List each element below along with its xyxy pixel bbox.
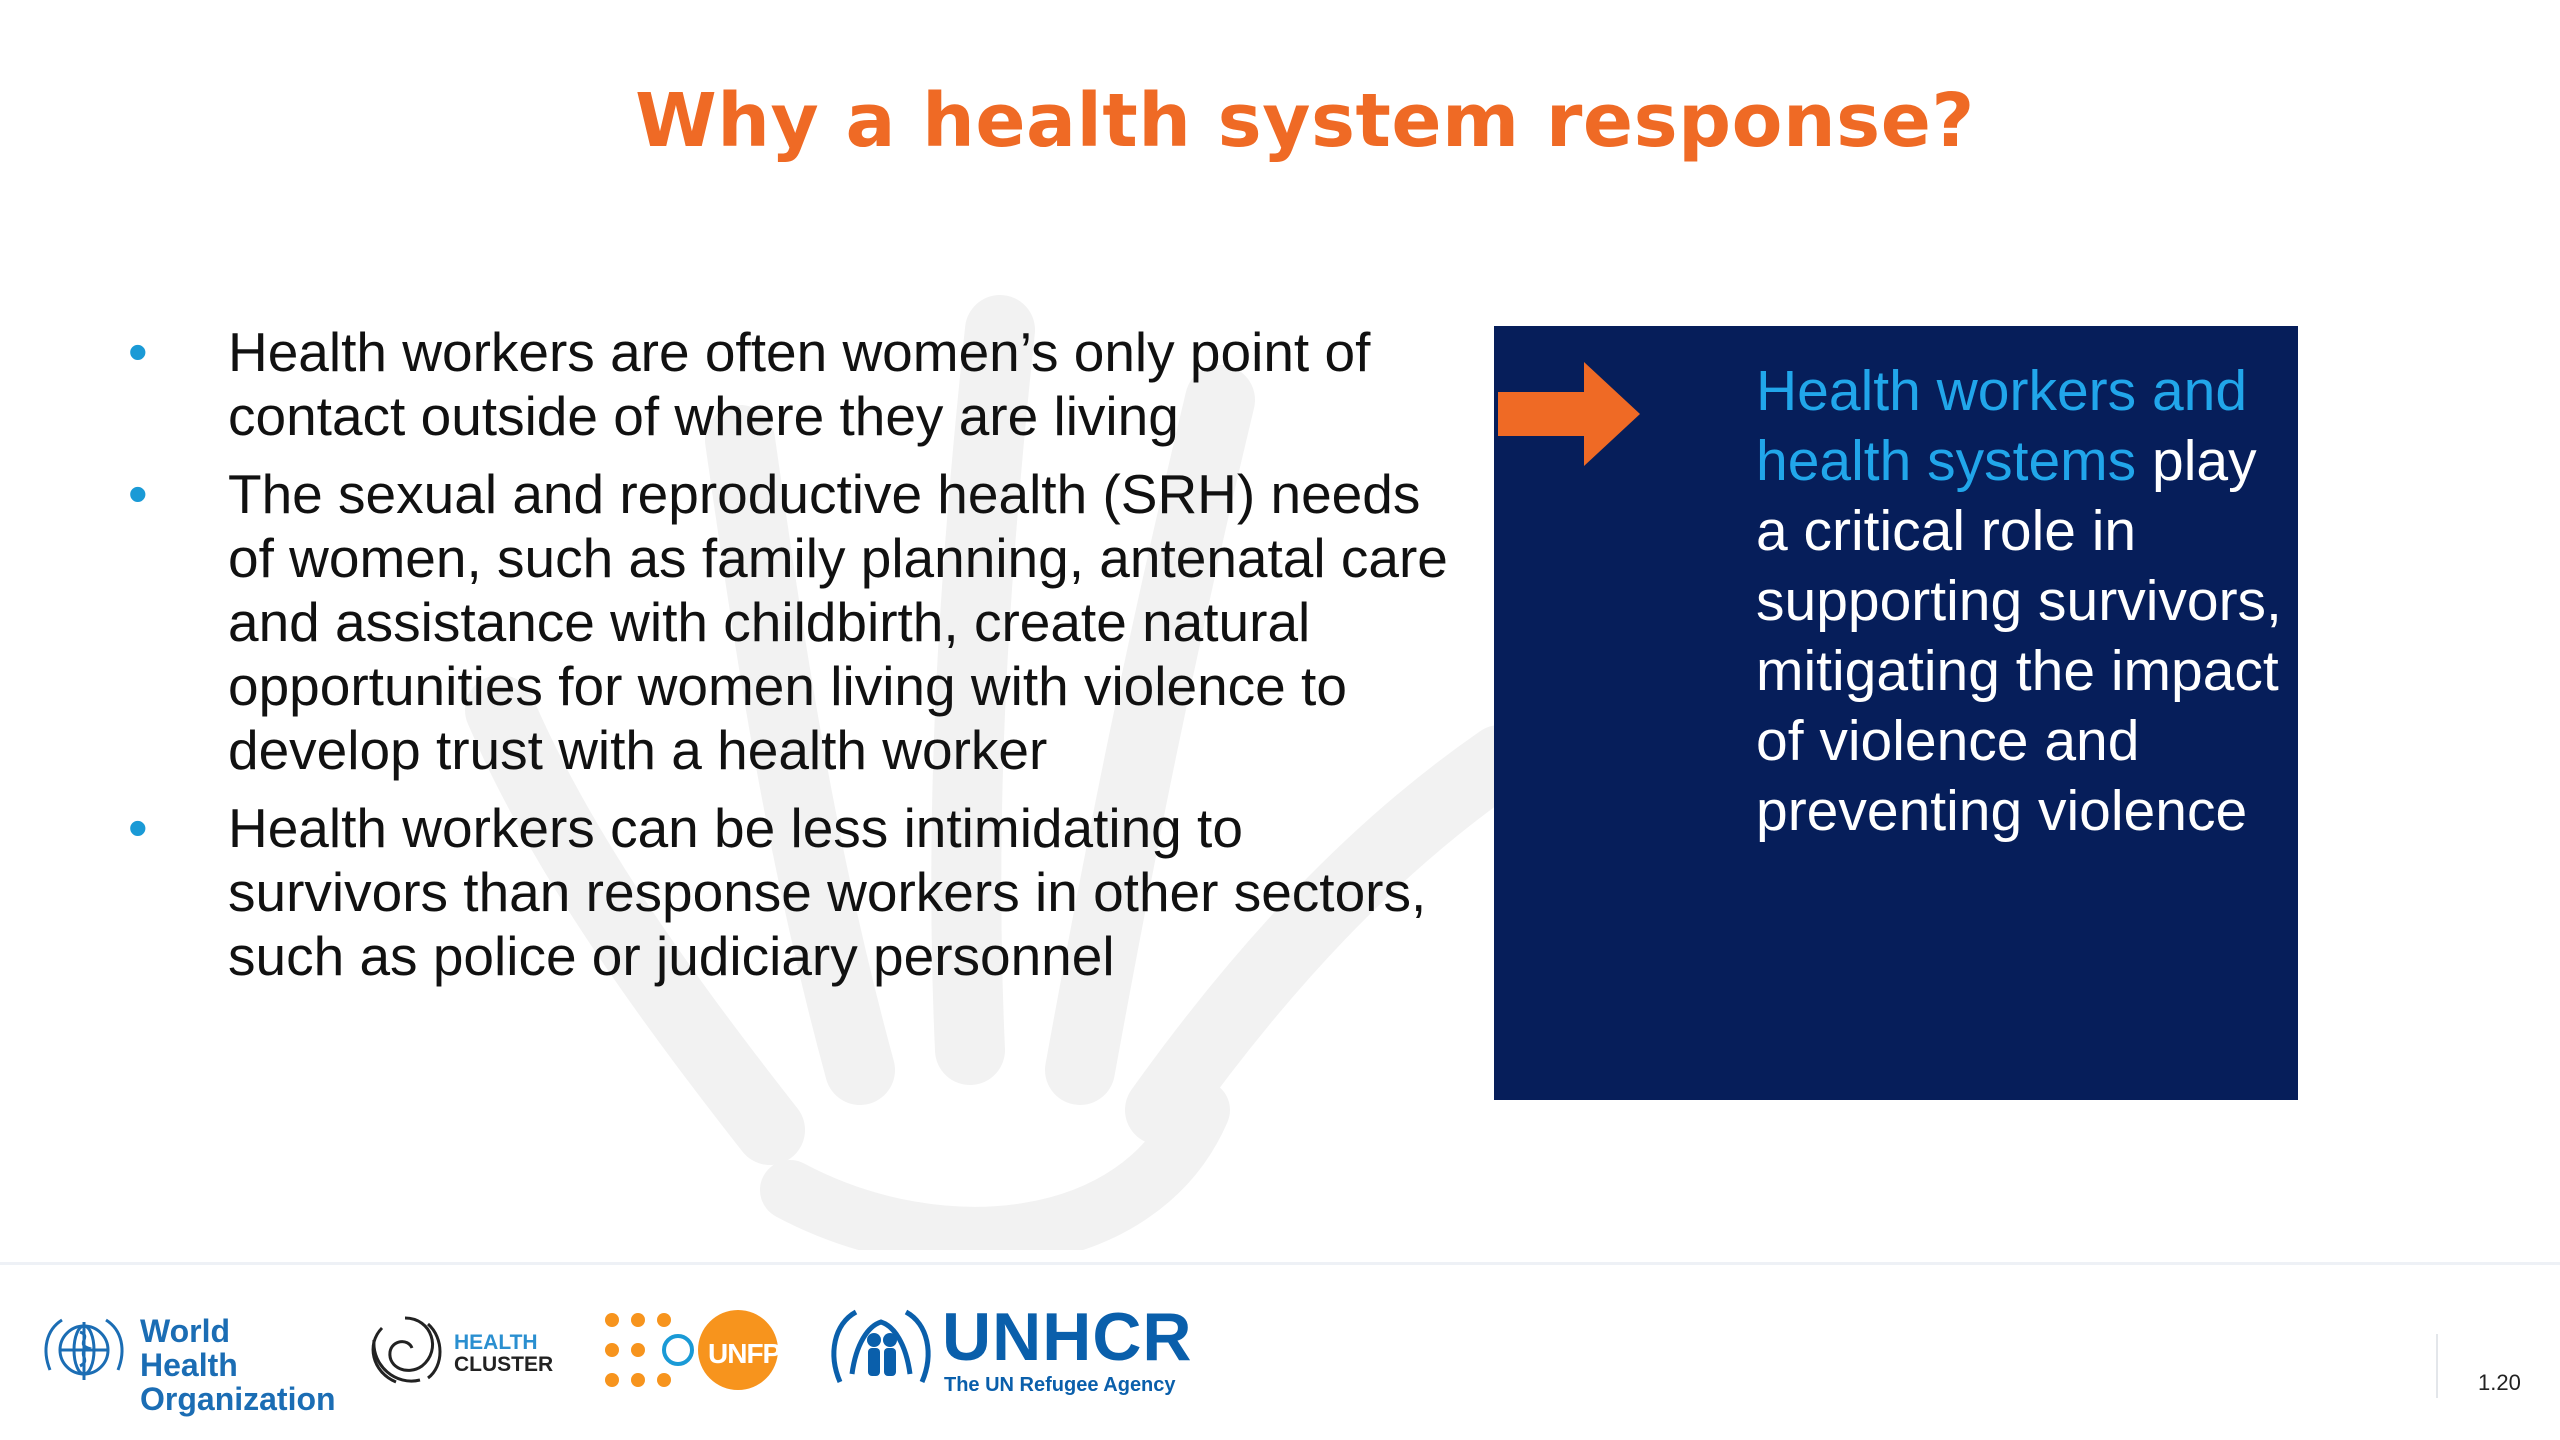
who-line-2: Organization	[140, 1381, 336, 1417]
bullet-dot-icon: •	[128, 320, 148, 383]
right-arrow-icon	[1498, 362, 1640, 466]
callout-text	[1756, 356, 2296, 846]
bullet-text: The sexual and reproductive health (SRH) needs of women, such as family planning, antenatal care and assistance with childbirth, create natural opportunities for women living with violence to develop trust with a health worker	[228, 463, 1448, 781]
who-logo	[36, 1310, 336, 1417]
bullet-dot-icon: •	[128, 796, 148, 859]
bullet-item	[128, 462, 1448, 782]
who-logo-text	[140, 1314, 336, 1416]
bullet-text: Health workers can be less intimidating to survivors than response workers in other sectors, such as police or judiciary personnel	[228, 797, 1427, 987]
unhcr-name: UNHCR	[942, 1299, 1193, 1375]
health-cluster-line-2: CLUSTER	[454, 1353, 554, 1376]
health-cluster-text	[454, 1332, 553, 1376]
unhcr-logo	[826, 1299, 1206, 1400]
callout-highlight: Health workers and health systems	[1756, 359, 2248, 493]
who-line-1: World Health	[140, 1313, 238, 1383]
page-number-divider	[2436, 1334, 2438, 1398]
unfpa-text: UNFPA	[708, 1338, 798, 1369]
unfpa-logo	[604, 1306, 798, 1396]
health-cluster-swirl-icon	[362, 1310, 448, 1392]
unhcr-emblem-icon	[826, 1304, 936, 1400]
bullet-text: Health workers are often women’s only point of contact outside of where they are living	[228, 321, 1371, 447]
bullet-item	[128, 796, 1448, 988]
footer-divider	[0, 1262, 2560, 1265]
who-emblem-icon	[36, 1310, 132, 1392]
callout-box	[1494, 326, 2298, 1100]
unhcr-tagline: The UN Refugee Agency	[944, 1374, 1176, 1396]
slide-title: Why a health system response?	[635, 78, 1975, 164]
health-cluster-logo	[362, 1310, 562, 1392]
bullet-list	[128, 320, 1448, 1002]
bullet-item	[128, 320, 1448, 448]
health-cluster-line-1: HEALTH	[454, 1331, 538, 1354]
callout-rest: play a critical role in supporting survivors, mitigating the impact of violence and preventing violence	[1756, 429, 2282, 843]
bullet-dot-icon: •	[128, 462, 148, 525]
page-number: 1.20	[2478, 1370, 2521, 1395]
